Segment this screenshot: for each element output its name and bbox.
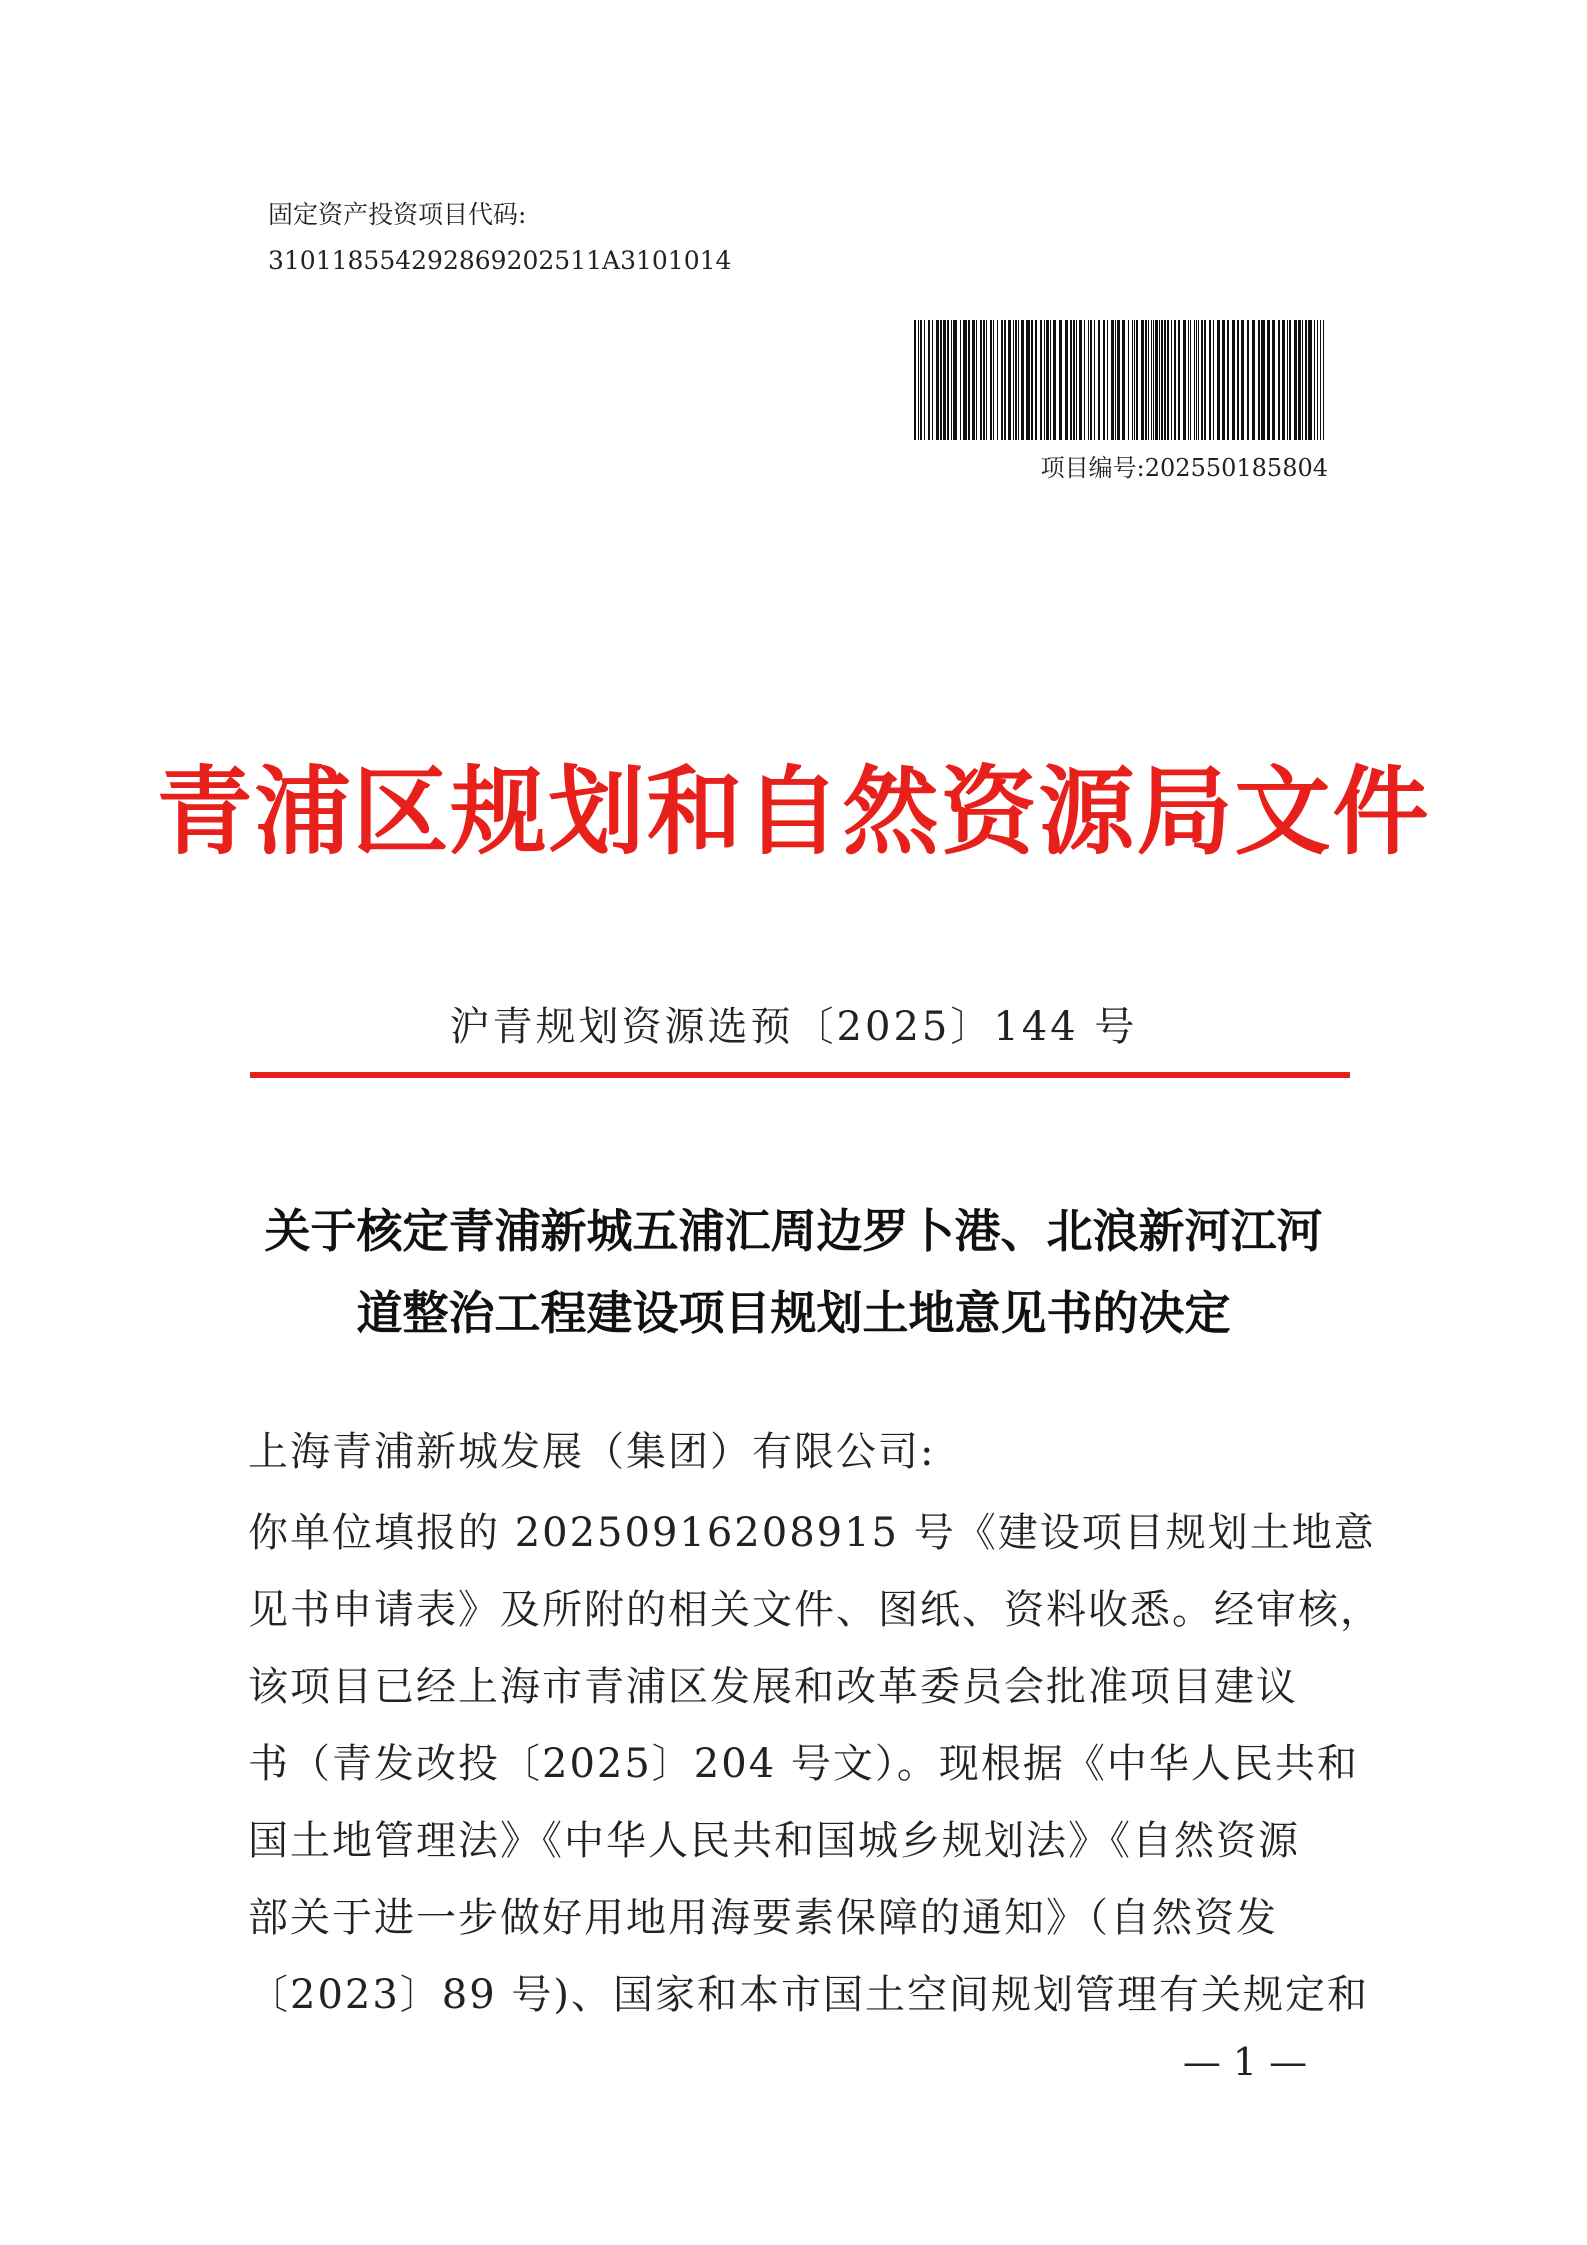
- title-line-2: 道整治工程建设项目规划土地意见书的决定: [356, 1286, 1231, 1340]
- barcode-bar: [918, 320, 919, 440]
- body-line: 国土地管理法》《中华人民共和国城乡规划法》《自然资源: [248, 1818, 1300, 1864]
- barcode-bar: [932, 320, 933, 440]
- barcode-bar: [1094, 320, 1095, 440]
- barcode-bar: [1198, 320, 1199, 440]
- barcode-bar: [1050, 320, 1051, 440]
- barcode-bar: [1059, 320, 1062, 440]
- issuer-header: 青浦区规划和自然资源局文件: [156, 755, 1431, 868]
- barcode-bar: [1241, 320, 1244, 440]
- barcode-bar: [1201, 320, 1203, 440]
- barcode-bar: [1053, 320, 1056, 440]
- barcode-bar: [1018, 320, 1019, 440]
- investment-code-block: [268, 192, 731, 284]
- barcode-bar: [972, 320, 975, 440]
- barcode-bar: [1287, 320, 1288, 440]
- addressee: 上海青浦新城发展（集团）有限公司:: [248, 1429, 936, 1475]
- barcode-bar: [1122, 320, 1125, 440]
- body-line: 该项目已经上海市青浦区发展和改革委员会批准项目建议: [248, 1664, 1298, 1710]
- barcode-bar: [997, 320, 998, 440]
- barcode-bar: [1026, 320, 1030, 440]
- barcode-bar: [1145, 320, 1147, 440]
- barcode-bar: [1227, 320, 1229, 440]
- project-number-label: 项目编号:: [1040, 454, 1145, 482]
- barcode-bar: [1222, 320, 1225, 440]
- body-line: 〔2023〕89 号)、国家和本市国土空间规划管理有关规定和: [248, 1972, 1370, 2018]
- barcode-bar: [1196, 320, 1197, 440]
- title-line-1: 关于核定青浦新城五浦汇周边罗卜港、北浪新河江河: [264, 1204, 1323, 1258]
- barcode-bar: [1103, 320, 1105, 440]
- barcode-bar: [1294, 320, 1297, 440]
- investment-code-value: 310118554292869202511A3101014: [268, 246, 732, 275]
- barcode-bar: [920, 320, 922, 440]
- barcode-bar: [1046, 320, 1049, 440]
- barcode-bar: [1117, 320, 1120, 440]
- barcode-bar: [960, 320, 961, 440]
- barcode-bar: [990, 320, 992, 440]
- body-paragraph: [248, 1495, 1382, 2034]
- barcode-bar: [1204, 320, 1206, 440]
- body-line: 书（青发改投〔2025〕204 号文）。现根据《中华人民共和: [248, 1741, 1359, 1787]
- barcode-bar: [1013, 320, 1014, 440]
- barcode-bar: [1159, 320, 1160, 440]
- barcode-bar: [1136, 320, 1138, 440]
- barcode-bar: [1317, 320, 1318, 440]
- barcode-bar: [1278, 320, 1280, 440]
- barcode-bar: [1040, 320, 1042, 440]
- barcode-bar: [1153, 320, 1154, 440]
- barcode-bar: [1134, 320, 1135, 440]
- barcode-bar: [1070, 320, 1072, 440]
- document-title: [200, 1190, 1387, 1354]
- barcode-bar: [1008, 320, 1011, 440]
- barcode-bar: [1232, 320, 1235, 440]
- barcode-bar: [936, 320, 939, 440]
- barcode-bar: [924, 320, 925, 440]
- barcode-bar: [1164, 320, 1166, 440]
- barcode-bar: [1155, 320, 1158, 440]
- barcode-bar: [951, 320, 952, 440]
- barcode-bar: [914, 320, 916, 440]
- barcode-bar: [963, 320, 967, 440]
- barcode-bar: [1111, 320, 1114, 440]
- barcode-bar: [1090, 320, 1092, 440]
- body-line: 见书申请表》及所附的相关文件、图纸、资料收悉。经审核，: [248, 1587, 1382, 1633]
- barcode-bar: [943, 320, 946, 440]
- barcode-bar: [1267, 320, 1270, 440]
- barcode-bar: [1073, 320, 1075, 440]
- barcode-bar: [1298, 320, 1301, 440]
- barcode-bar: [1015, 320, 1017, 440]
- barcode-bar: [1261, 320, 1265, 440]
- barcode-bar: [1084, 320, 1085, 440]
- barcode-bar: [1258, 320, 1260, 440]
- barcode-bar: [1320, 320, 1321, 440]
- barcode-bar: [1323, 320, 1324, 440]
- body-line: 部关于进一步做好用地用海要素保障的通知》（自然资发: [248, 1895, 1278, 1941]
- barcode-bar: [1107, 320, 1108, 440]
- project-number-value: 202550185804: [1144, 454, 1328, 482]
- barcode-bar: [1190, 320, 1191, 440]
- investment-code-label: 固定资产投资项目代码:: [268, 200, 527, 229]
- barcode-icon: [914, 320, 1328, 440]
- barcode-bar: [1079, 320, 1082, 440]
- barcode-bar: [1004, 320, 1006, 440]
- barcode-bar: [1213, 320, 1214, 440]
- barcode-bar: [1076, 320, 1077, 440]
- barcode-bar: [1065, 320, 1068, 440]
- barcode-bar: [1247, 320, 1249, 440]
- barcode-bar: [1178, 320, 1180, 440]
- barcode-bar: [980, 320, 982, 440]
- barcode-bar: [1209, 320, 1211, 440]
- barcode-bar: [1188, 320, 1189, 440]
- barcode-bar: [1167, 320, 1169, 440]
- body-line: 你单位填报的 20250916208915 号《建设项目规划土地意: [248, 1510, 1376, 1556]
- red-divider: [250, 1072, 1350, 1078]
- barcode-bar: [1174, 320, 1176, 440]
- barcode-bar: [1252, 320, 1255, 440]
- barcode-bar: [940, 320, 942, 440]
- barcode-bar: [986, 320, 987, 440]
- barcode-bar: [1031, 320, 1033, 440]
- barcode-bar: [1237, 320, 1239, 440]
- barcode-bar: [1314, 320, 1315, 440]
- page-number: — 1 —: [1182, 2040, 1308, 2084]
- barcode-bar: [928, 320, 930, 440]
- barcode-bar: [1161, 320, 1163, 440]
- barcode-bar: [1305, 320, 1307, 440]
- barcode-bar: [993, 320, 994, 440]
- barcode-bar: [1194, 320, 1195, 440]
- barcode-bar: [1035, 320, 1037, 440]
- barcode-bar: [1128, 320, 1129, 440]
- barcode-bar: [1021, 320, 1024, 440]
- barcode-bar: [1001, 320, 1003, 440]
- barcode-bar: [1044, 320, 1045, 440]
- barcode-bar: [976, 320, 977, 440]
- barcode-bar: [1272, 320, 1275, 440]
- barcode-bar: [1171, 320, 1172, 440]
- barcode-bar: [1141, 320, 1144, 440]
- barcode-bar: [1148, 320, 1149, 440]
- barcode-bar: [1183, 320, 1186, 440]
- barcode-bar: [1308, 320, 1312, 440]
- barcode-bar: [968, 320, 970, 440]
- barcode-bar: [953, 320, 957, 440]
- barcode-bar: [1115, 320, 1116, 440]
- barcode-bar: [1151, 320, 1152, 440]
- barcode-bar: [983, 320, 985, 440]
- barcode-bar: [1289, 320, 1291, 440]
- barcode-bar: [1217, 320, 1220, 440]
- project-number: [880, 448, 1328, 483]
- barcode-bar: [1132, 320, 1133, 440]
- barcode-bar: [1088, 320, 1089, 440]
- barcode-bar: [1302, 320, 1303, 440]
- barcode-bar: [1282, 320, 1285, 440]
- document-number: 沪青规划资源选预〔2025〕144 号: [449, 1004, 1138, 1050]
- barcode-bar: [947, 320, 949, 440]
- barcode-bar: [1098, 320, 1100, 440]
